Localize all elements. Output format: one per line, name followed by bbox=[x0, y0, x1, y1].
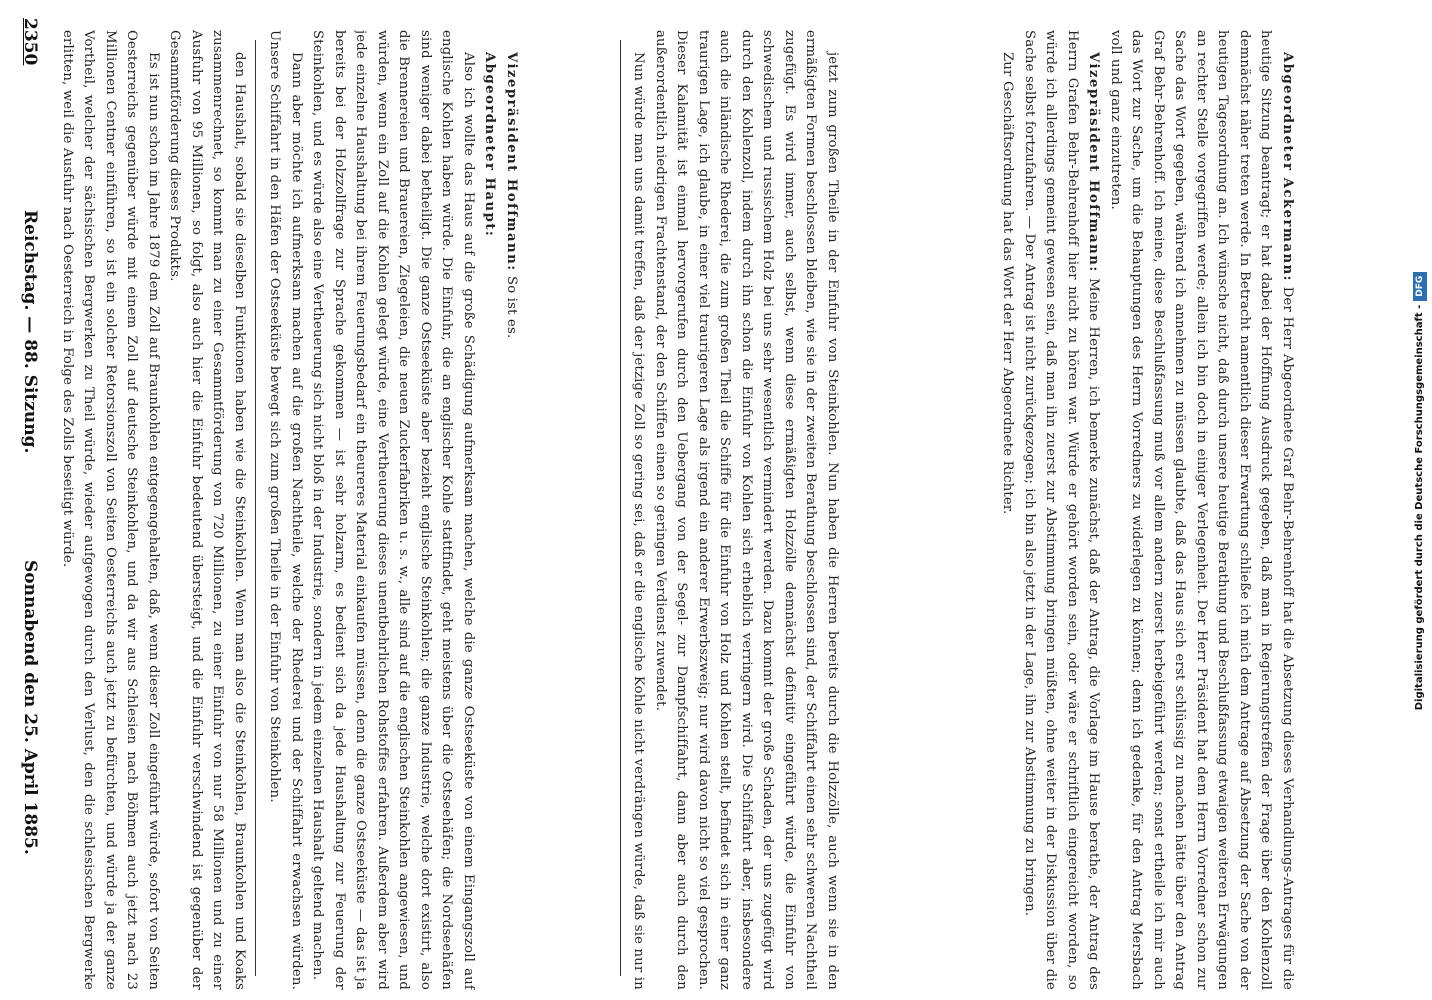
paragraph: Meine Herren, ich bemerke zunächst, daß der Antrag, die Vorlage im Hause berathe, der Antrag des Herrn Grafen Behr-Behrenhoff hier nicht zu hören war. Würde er gehört worden sein, oder wäre er schriftlich eingereicht worden, so würde ich allerdings gemeint gewesen sein, daß man ihn zuerst zur Abstimmung bringen müßten, ohne weiter in der Diskussion über die Sache selbst fortzufahren. — Der Antrag ist nicht zurückgezogen; ich bin also jetzt in der Lage, ihn zur Abstimmung zu bringen. bbox=[1022, 30, 1102, 990]
paragraph: Der Herr Abgeordnete Graf Behr-Behrenhoff hat die Absetzung dieses Verhandlungs-Antrages für die heutige Sitzung beantragt; er hat dabei der Hoffnung Ausdruck gegeben, daß man in Regierungstreffen der Frage über den Kohlenzoll demnächst näher treten werde. In Betracht namentlich dieser Erwartung schließe ich mich dem Antrage auf Absetzung der Sache von der heutigen Tagesordnung an. Ich wünsche nicht, daß durch unsere heutige Berathung und Beschlußfassung etwaigen weiteren Erwägungen an rechter Stelle vorgegriffen werde; allein ich bin doch in einiger Verlegenheit. Der Herr Präsident hat dem Herrn Vorredner schon zur Sache das Wort gegeben, während ich annehmen zu müssen glaubte, daß das Haus sich erst schlüssig zu machen hätte über den Antrag Graf Behr-Behrenhoff. Ich meine, diese Beschlußfassung muß vor allem andern zuerst herbeigeführt werden; sonst ertheile ich mir auch das Wort zur Sache, um die Behauptungen des Herrn Vorredners zu widerlegen zu können; denn ich gedenke, für den Antrag Mersbach voll und ganz einzutreten. bbox=[1108, 30, 1295, 990]
page-number: 2350 bbox=[20, 18, 40, 66]
speaker-name: Vizepräsident Hoffmann: bbox=[504, 52, 519, 272]
running-header bbox=[14, 0, 46, 1000]
paragraph: Dann aber möchte ich aufmerksam machen auf die großen Nachtheile, welche der Rhederei und der Schiffahrt erwachsen würden. Unsere Schiffahrt in den Häfen der Ostseeküste bewegt sich zum großen Theile in der Einfuhr von Steinkohlen. bbox=[267, 30, 304, 990]
text-column-2 bbox=[262, 30, 522, 990]
speaker-name: Abgeordneter Ackermann: bbox=[1280, 52, 1295, 283]
speaker-name: Vizepräsident Hoffmann: bbox=[1086, 52, 1102, 273]
paragraph: Also ich wollte das Haus auf die große Schädigung aufmerksam machen, welche die ganze Ostseeküste von einem Eingangszoll auf englische Kohlen haben würde. Die Einfuhr, die an englischer Kohle stattfindet, geht meistens über die Ostseehäfen; die Nordseehäfen sind weniger dabei betheiligt. Die ganze Ostseeküste aber bezieht englische Steinkohlen; die ganze Industrie, welche dort existirt, also die Brennereien und Brauereien, Ziegeleien, die neuen Zuckerfabriken u. s. w., alle sind auf die englischen Steinkohlen angewiesen, und würden, wenn ein Zoll auf die Kohlen gelegt würde, eine Vertheuerung dieses unentbehrlichen Rohstoffes erfahren. Außerdem aber wird jede einzelne Haushaltung bei ihrem Feuerungsbedarf ein theureres Material einkaufen müssen, denn die ganze Ostseeküste — das ist ja bereits bei der Holzzollfrage zur Sprache gekommen — ist sehr holzarm, es bedient sich da jede Haushaltung zur Feuerung der Steinkohlen, und es würde also eine Vertheuerung sich nicht bloß in der Industrie, sondern in jedem einzelnen Haushalt geltend machen. bbox=[310, 30, 476, 990]
session-date: Sonnabend den 25. April 1885. bbox=[20, 560, 40, 855]
speaker-name: Abgeordneter Haupt: bbox=[482, 52, 498, 238]
column-divider bbox=[255, 40, 256, 976]
paragraph: Nun würde man uns damit treffen, daß der jetzige Zoll so gering sei, daß er die englische Kohle nicht verdrängen würde, daß sie nur in bbox=[631, 52, 647, 990]
paragraph: Zur Geschäftsordnung hat das Wort der Herr Abgeordnete Richter. bbox=[1000, 52, 1016, 515]
paragraph: jetzt zum großen Theile in der Einfuhr von Steinkohlen. Nun haben die Herren bereits durch die Holzzölle, auch wenn sie in den ermäßigten Formen beschlossen bleiben, wie sie in der zweiten Berathung beschlossen sind, der Schiffahrt einen sehr schweren Nachtheil zugefügt. Es wird immer, auch selbst, wenn diese ermäßigten Holzzölle demnächst definitiv eingeführt würde, die Einfuhr von schwedischem und russischem Holz bei uns sehr wesentlich vermindert werden. Dazu kommt der große Schaden, der uns zugefügt wird durch den Kohlenzoll, indem durch ihn schon die Einfuhr von Kohlen sich erheblich verringern wird. Die Schiffahrt aber, insbesondere auch die inländische Rhederei, die zum großen Theil die Schiffe für die Einfuhr von Holz und Kohlen stellt, befindet sich in einer ganz traurigen Lage, ich glaube, in einer viel traurigeren Lage als irgend ein anderer Erwerbszweig; nur wird davon nicht so viel gesprochen. Dieser Kalamität ist einmal hervorgerufen durch den Uebergang von der Segel- zur Dampfschiffahrt, dann aber auch durch den außerordentlich niedrigen Frachtenstand, der den Schiffen einen so geringen Verdienst zuwendet. bbox=[653, 30, 840, 990]
digitization-footer bbox=[1410, 0, 1432, 1000]
column-divider bbox=[620, 40, 621, 976]
text-column-3 bbox=[628, 30, 843, 990]
footer-credit: Digitalisierung gefördert durch die Deutsche Forschungsgemeinschaft - bbox=[1414, 304, 1425, 711]
text-column-4 bbox=[848, 30, 1298, 990]
paragraph: den Haushalt, sobald sie dieselben Funktionen haben wie die Steinkohlen. Wenn man also die Steinkohlen, Braunkohlen und Koaks zusammenrechnet, so kommt man zu einer Gesammtförderung von 720 Millionen, zu einer Einfuhr von nur 58 Millionen und zu einer Ausfuhr von 95 Millionen, so folgt, also auch hier die Einfuhr bedeutend übersteigt, und die Einfuhr verschwindend ist gegenüber der Gesammtförderung dieses Produkts. bbox=[167, 30, 247, 990]
footer-text bbox=[1409, 1, 1431, 981]
dfg-logo: DFG bbox=[1413, 272, 1427, 301]
paragraph: Es ist nun schon im Jahre 1879 dem Zoll auf Braunkohlen entgegengehalten, daß, wenn dieser Zoll eingeführt würde, sofort von Seiten Oesterreichs gegenüber würde mit einem Zoll auf deutsche Steinkohlen, und da wir aus Schlesien nach Böhmen auch jetzt nach 23 Millionen Centner einführen, so ist ein solcher Retorsionszoll von Seiten Oesterreichs auch jetzt zu befürchten, und würde ja der ganze Vortheil, welcher der sächsischen Bergwerken zu Theil würde, wieder aufgewogen durch den Verlust, den die schlesischen Bergwerke erlitten, weil die Ausfuhr nach Oesterreich in Folge des Zolls beseitigt würde. bbox=[60, 30, 161, 990]
text-column-1 bbox=[60, 30, 250, 990]
session-title: Reichstag. — 88. Sitzung. bbox=[20, 210, 40, 454]
speaker-text: So ist es. bbox=[504, 275, 519, 339]
